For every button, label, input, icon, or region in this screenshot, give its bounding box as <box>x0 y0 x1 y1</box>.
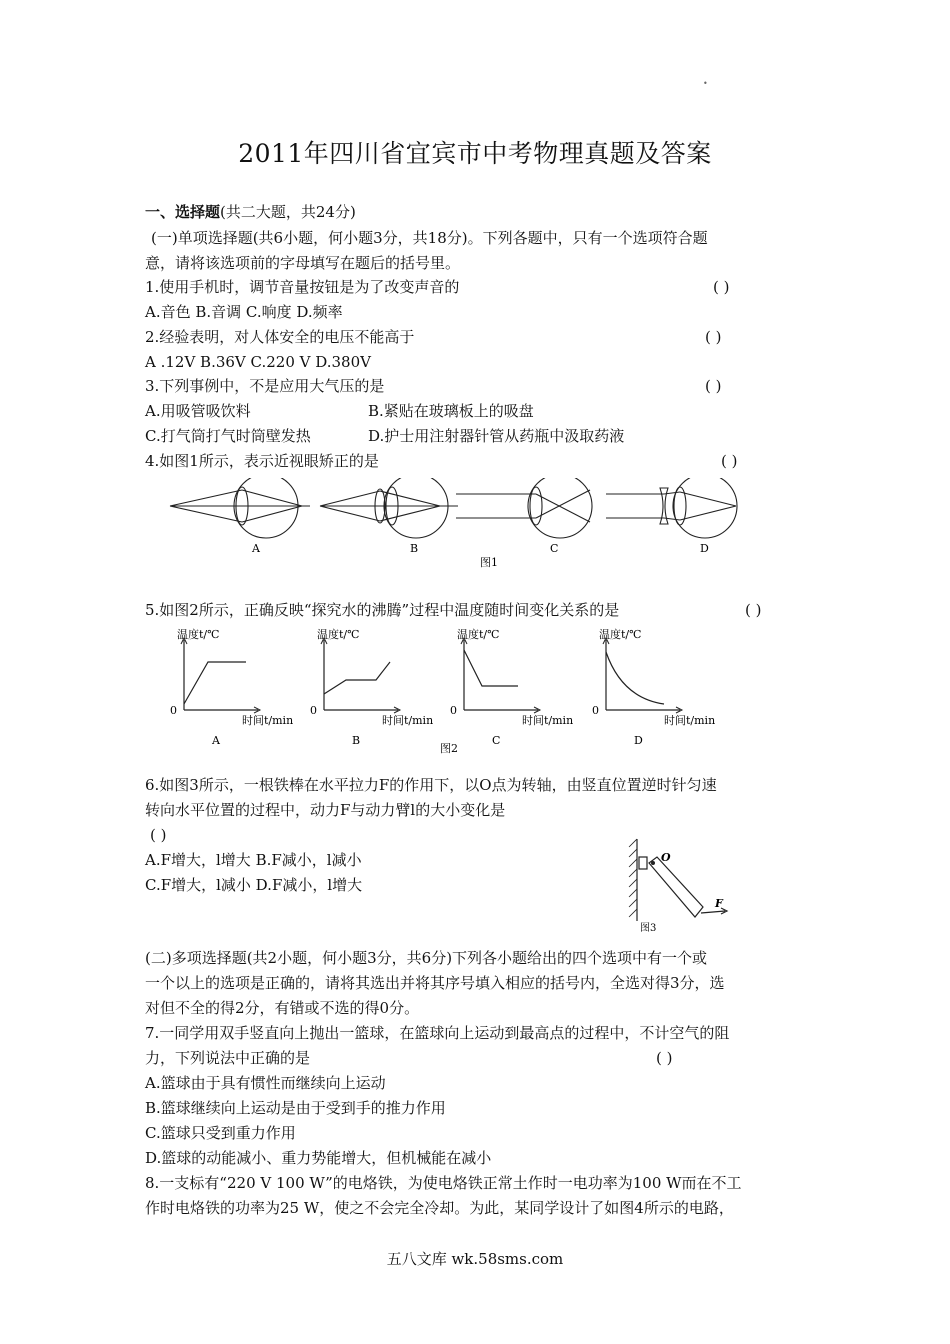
fig1-caption: 图1 <box>480 556 498 569</box>
eye-a <box>170 478 310 538</box>
graph-label: A <box>212 734 220 747</box>
q3-option-c: C.打气筒打气时筒壁发热 <box>145 427 311 445</box>
q3-option-b: B.紧贴在玻璃板上的吸盘 <box>368 402 534 420</box>
figure-3-lever <box>625 835 745 935</box>
q4-stem: 4.如图1所示，表示近视眼矫正的是 <box>145 452 379 470</box>
q4-answer-blank[interactable]: ( ) <box>721 452 738 470</box>
q8-line2: 作时电烙铁的功率为25 W，使之不会完全冷却。为此，某同学设计了如图4所示的电路， <box>145 1199 734 1217</box>
part1-intro-2: 意，请将该选项前的字母填写在题后的括号里。 <box>145 254 461 272</box>
graph-label: D <box>634 734 643 747</box>
page-title: 2011年四川省宜宾市中考物理真题及答案 <box>238 139 712 168</box>
graph-origin: 0 <box>592 704 599 717</box>
q7-option-c: C.篮球只受到重力作用 <box>145 1124 296 1142</box>
q7-line1: 7.一同学用双手竖直向上抛出一篮球，在篮球向上运动到最高点的过程中，不计空气的阻 <box>145 1024 730 1042</box>
graph-xlabel: 时间t/min <box>522 714 574 727</box>
graph-curve-d <box>606 652 664 704</box>
corner-mark: • <box>703 79 708 88</box>
part2-intro-3: 对但不全的得2分，有错或不选的得0分。 <box>145 999 420 1017</box>
fig1-label-c: C <box>550 542 559 555</box>
q6-line2: 转向水平位置的过程中，动力F与动力臂l的大小变化是 <box>145 801 506 819</box>
graph-xlabel: 时间t/min <box>382 714 434 727</box>
q3-option-d: D.护士用注射器针管从药瓶中汲取药液 <box>368 427 625 445</box>
graph-curve-c <box>464 650 518 686</box>
fig3-caption: 图3 <box>640 923 657 934</box>
part2-intro-2: 一个以上的选项是正确的，请将其选出并将其序号填入相应的括号内，全选对得3分，选 <box>145 974 725 992</box>
graph-a <box>170 627 293 747</box>
graph-curve-b <box>324 662 390 694</box>
graph-ylabel: 温度t/℃ <box>177 628 220 641</box>
eye-d <box>606 478 737 538</box>
graph-origin: 0 <box>170 704 177 717</box>
graph-origin: 0 <box>450 704 457 717</box>
q1-answer-blank[interactable]: ( ) <box>713 278 730 296</box>
q3-stem: 3.下列事例中，不是应用大气压的是 <box>145 377 385 395</box>
q6-options-ab: A.F增大，l增大 B.F减小，l减小 <box>145 851 362 869</box>
q8-line1: 8.一支标有“220 V 100 W”的电烙铁，为使电烙铁正常土作时一电功率为100 W而在不工 <box>145 1174 742 1192</box>
q3-option-a: A.用吸管吸饮料 <box>145 402 251 420</box>
eye-b <box>320 478 458 538</box>
graph-b <box>310 627 433 747</box>
q7-option-a: A.篮球由于具有惯性而继续向上运动 <box>145 1074 386 1092</box>
q6-options-cd: C.F增大，l减小 D.F减小，l增大 <box>145 876 363 894</box>
fig3-label-f: F <box>715 897 723 910</box>
footer-watermark: 五八文库 wk.58sms.com <box>386 1250 564 1268</box>
q2-options: A .12V B.36V C.220 V D.380V <box>145 353 371 371</box>
fig1-label-d: D <box>700 542 709 555</box>
q2-stem: 2.经验表明，对人体安全的电压不能高于 <box>145 328 415 346</box>
part1-intro-1: (一)单项选择题(共6小题，何小题3分，共18分)。下列各题中，只有一个选项符合题 <box>151 229 708 247</box>
q3-answer-blank[interactable]: ( ) <box>705 377 722 395</box>
part2-intro-1: (二)多项选择题(共2小题，何小题3分，共6分)下列各小题给出的四个选项中有一个或 <box>145 949 708 967</box>
graph-xlabel: 时间t/min <box>664 714 716 727</box>
fig2-caption: 图2 <box>440 742 458 755</box>
q7-line2: 力，下列说法中正确的是 <box>145 1049 311 1067</box>
fig1-label-b: B <box>410 542 419 555</box>
q6-answer-blank[interactable]: ( ) <box>150 826 167 844</box>
fig3-label-o: O <box>661 851 671 864</box>
eye-c <box>456 478 592 538</box>
q5-stem: 5.如图2所示，正确反映“探究水的沸腾”过程中温度随时间变化关系的是 <box>145 601 620 619</box>
fig1-label-a: A <box>252 542 260 555</box>
graph-curve-a <box>184 662 246 704</box>
q7-answer-blank[interactable]: ( ) <box>656 1049 673 1067</box>
graph-ylabel: 温度t/℃ <box>317 628 360 641</box>
graph-ylabel: 温度t/℃ <box>457 628 500 641</box>
graph-c <box>450 627 573 747</box>
section-heading <box>145 202 356 222</box>
graph-ylabel: 温度t/℃ <box>599 628 642 641</box>
graph-label: C <box>492 734 501 747</box>
q5-answer-blank[interactable]: ( ) <box>745 601 762 619</box>
q1-stem: 1.使用手机时，调节音量按钮是为了改变声音的 <box>145 278 460 296</box>
q7-option-d: D.篮球的动能减小、重力势能增大，但机械能在减小 <box>145 1149 492 1167</box>
q2-answer-blank[interactable]: ( ) <box>705 328 722 346</box>
q6-line1: 6.如图3所示，一根铁棒在水平拉力F的作用下，以O点为转轴，由竖直位置逆时针匀速 <box>145 776 717 794</box>
graph-origin: 0 <box>310 704 317 717</box>
q7-option-b: B.篮球继续向上运动是由于受到手的推力作用 <box>145 1099 446 1117</box>
graph-xlabel: 时间t/min <box>242 714 294 727</box>
graph-label: B <box>352 734 361 747</box>
q1-options: A.音色 B.音调 C.响度 D.频率 <box>145 303 343 321</box>
figure-1-eye-diagrams <box>160 478 750 573</box>
figure-2-graphs <box>160 622 760 762</box>
graph-d <box>592 627 715 747</box>
section-heading-label: 一、选择题 <box>145 203 221 221</box>
section-heading-note: (共二大题，共24分) <box>220 203 356 221</box>
